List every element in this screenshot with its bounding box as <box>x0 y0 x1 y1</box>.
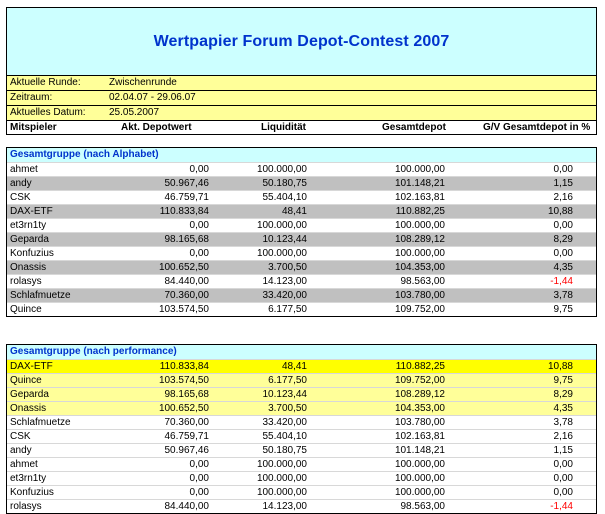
cell-player: ahmet <box>10 459 38 470</box>
cell-total-depot: 102.163,81 <box>394 431 445 442</box>
column-header: Akt. Depotwert <box>121 122 192 133</box>
info-row-round <box>6 76 597 91</box>
table-row <box>7 288 596 302</box>
cell-depot-value: 46.759,71 <box>164 431 209 442</box>
cell-gain-loss: 1,15 <box>553 445 573 456</box>
cell-total-depot: 101.148,21 <box>394 178 445 189</box>
cell-depot-value: 0,00 <box>189 459 209 470</box>
cell-liquidity: 3.700,50 <box>268 262 307 273</box>
table-row <box>7 471 596 485</box>
cell-player: Geparda <box>10 389 49 400</box>
cell-total-depot: 110.882,25 <box>395 361 445 372</box>
info-label: Aktuelle Runde: <box>10 77 81 88</box>
cell-liquidity: 100.000,00 <box>256 220 307 231</box>
cell-player: Schlafmuetze <box>10 290 71 301</box>
cell-player: DAX-ETF <box>10 206 53 217</box>
cell-total-depot: 109.752,00 <box>394 304 445 315</box>
cell-depot-value: 0,00 <box>189 220 209 231</box>
cell-gain-loss: 1,15 <box>553 178 573 189</box>
cell-gain-loss: 9,75 <box>553 304 573 315</box>
cell-player: Schlafmuetze <box>10 417 71 428</box>
cell-liquidity: 100.000,00 <box>256 487 307 498</box>
cell-gain-loss: 2,16 <box>553 192 573 203</box>
cell-depot-value: 100.652,50 <box>158 262 209 273</box>
cell-liquidity: 14.123,00 <box>262 501 307 512</box>
cell-gain-loss: 3,78 <box>553 290 573 301</box>
cell-depot-value: 84.440,00 <box>164 501 209 512</box>
cell-depot-value: 50.967,46 <box>164 445 209 456</box>
cell-total-depot: 100.000,00 <box>394 473 445 484</box>
table-row <box>7 162 596 176</box>
table-row <box>7 359 596 373</box>
table-row <box>7 415 596 429</box>
cell-gain-loss: 2,16 <box>553 431 573 442</box>
page-title: Wertpapier Forum Depot-Contest 2007 <box>153 32 450 50</box>
cell-liquidity: 100.000,00 <box>256 248 307 259</box>
cell-liquidity: 50.180,75 <box>262 445 307 456</box>
cell-player: andy <box>10 445 32 456</box>
table-row <box>7 246 596 260</box>
info-row-period <box>6 91 597 106</box>
table-row <box>7 232 596 246</box>
cell-total-depot: 104.353,00 <box>394 403 445 414</box>
cell-player: DAX-ETF <box>10 361 53 372</box>
table-performance <box>6 344 597 514</box>
column-header: G/V Gesamtdepot in % <box>483 122 591 133</box>
cell-player: CSK <box>10 431 31 442</box>
cell-player: ahmet <box>10 164 38 175</box>
cell-gain-loss: -1,44 <box>550 501 573 512</box>
cell-depot-value: 110.833,84 <box>159 361 209 372</box>
cell-depot-value: 70.360,00 <box>164 417 209 428</box>
cell-liquidity: 100.000,00 <box>256 164 307 175</box>
info-row-date <box>6 106 597 121</box>
cell-gain-loss: 9,75 <box>553 375 573 386</box>
cell-depot-value: 0,00 <box>189 473 209 484</box>
cell-total-depot: 109.752,00 <box>394 375 445 386</box>
cell-total-depot: 98.563,00 <box>400 276 445 287</box>
table-row <box>7 457 596 471</box>
cell-depot-value: 103.574,50 <box>158 304 209 315</box>
cell-depot-value: 100.652,50 <box>158 403 209 414</box>
table-row <box>7 218 596 232</box>
cell-liquidity: 50.180,75 <box>262 178 307 189</box>
cell-total-depot: 101.148,21 <box>394 445 445 456</box>
cell-liquidity: 48,41 <box>281 206 307 217</box>
cell-gain-loss: 4,35 <box>553 403 573 414</box>
cell-gain-loss: 0,00 <box>553 473 573 484</box>
cell-liquidity: 6.177,50 <box>268 304 307 315</box>
table-row <box>7 485 596 499</box>
cell-depot-value: 70.360,00 <box>164 290 209 301</box>
cell-gain-loss: 3,78 <box>553 417 573 428</box>
cell-player: Onassis <box>10 262 47 273</box>
cell-player: Quince <box>10 304 42 315</box>
column-header: Liquidität <box>261 122 306 133</box>
section-title: Gesamtgruppe (nach performance) <box>7 345 596 359</box>
info-value: 02.04.07 - 29.06.07 <box>109 92 196 103</box>
cell-liquidity: 48,41 <box>281 361 307 372</box>
cell-total-depot: 104.353,00 <box>394 262 445 273</box>
cell-player: et3rn1ty <box>10 220 47 231</box>
title-banner <box>6 7 597 76</box>
cell-player: andy <box>10 178 32 189</box>
section-title: Gesamtgruppe (nach Alphabet) <box>7 148 596 162</box>
cell-liquidity: 6.177,50 <box>268 375 307 386</box>
cell-total-depot: 100.000,00 <box>394 459 445 470</box>
cell-liquidity: 14.123,00 <box>262 276 307 287</box>
info-label: Aktuelles Datum: <box>10 107 86 118</box>
cell-total-depot: 108.289,12 <box>394 234 445 245</box>
cell-gain-loss: 10,88 <box>547 206 573 217</box>
cell-liquidity: 3.700,50 <box>268 403 307 414</box>
cell-total-depot: 110.882,25 <box>395 206 445 217</box>
info-label: Zeitraum: <box>10 92 53 103</box>
cell-liquidity: 10.123,44 <box>262 389 307 400</box>
cell-player: Onassis <box>10 403 47 414</box>
cell-gain-loss: -1,44 <box>550 276 573 287</box>
cell-player: Konfuzius <box>10 487 54 498</box>
table-row <box>7 443 596 457</box>
column-header-row <box>6 120 597 135</box>
cell-depot-value: 0,00 <box>189 164 209 175</box>
table-row <box>7 429 596 443</box>
table-row <box>7 190 596 204</box>
table-row <box>7 302 596 316</box>
cell-gain-loss: 0,00 <box>553 220 573 231</box>
cell-total-depot: 100.000,00 <box>394 487 445 498</box>
cell-depot-value: 110.833,84 <box>159 206 209 217</box>
cell-depot-value: 0,00 <box>189 487 209 498</box>
cell-liquidity: 10.123,44 <box>262 234 307 245</box>
table-row <box>7 204 596 218</box>
cell-liquidity: 33.420,00 <box>262 290 307 301</box>
table-alphabetical <box>6 147 597 317</box>
cell-total-depot: 108.289,12 <box>394 389 445 400</box>
cell-total-depot: 100.000,00 <box>394 248 445 259</box>
cell-player: CSK <box>10 192 31 203</box>
column-header: Gesamtdepot <box>382 122 446 133</box>
cell-gain-loss: 8,29 <box>553 389 573 400</box>
table-row <box>7 387 596 401</box>
info-value: 25.05.2007 <box>109 107 160 118</box>
table-row <box>7 260 596 274</box>
cell-liquidity: 55.404,10 <box>262 431 307 442</box>
cell-gain-loss: 0,00 <box>553 164 573 175</box>
cell-total-depot: 102.163,81 <box>394 192 445 203</box>
cell-liquidity: 100.000,00 <box>256 473 307 484</box>
cell-depot-value: 46.759,71 <box>164 192 209 203</box>
column-header: Mitspieler <box>10 122 57 133</box>
cell-depot-value: 103.574,50 <box>158 375 209 386</box>
cell-depot-value: 98.165,68 <box>164 389 209 400</box>
cell-total-depot: 103.780,00 <box>394 417 445 428</box>
table-row <box>7 176 596 190</box>
cell-player: Quince <box>10 375 42 386</box>
info-value: Zwischenrunde <box>109 77 177 88</box>
cell-depot-value: 50.967,46 <box>164 178 209 189</box>
cell-liquidity: 100.000,00 <box>256 459 307 470</box>
cell-player: et3rn1ty <box>10 473 47 484</box>
cell-total-depot: 103.780,00 <box>394 290 445 301</box>
cell-liquidity: 33.420,00 <box>262 417 307 428</box>
cell-liquidity: 55.404,10 <box>262 192 307 203</box>
cell-gain-loss: 8,29 <box>553 234 573 245</box>
table-row <box>7 499 596 513</box>
cell-depot-value: 98.165,68 <box>164 234 209 245</box>
cell-player: rolasys <box>10 276 42 287</box>
cell-gain-loss: 0,00 <box>553 459 573 470</box>
cell-total-depot: 100.000,00 <box>394 164 445 175</box>
cell-gain-loss: 10,88 <box>547 361 573 372</box>
cell-gain-loss: 4,35 <box>553 262 573 273</box>
cell-total-depot: 100.000,00 <box>394 220 445 231</box>
cell-depot-value: 84.440,00 <box>164 276 209 287</box>
cell-depot-value: 0,00 <box>189 248 209 259</box>
table-row <box>7 373 596 387</box>
cell-player: Konfuzius <box>10 248 54 259</box>
cell-player: Geparda <box>10 234 49 245</box>
table-row <box>7 401 596 415</box>
cell-total-depot: 98.563,00 <box>400 501 445 512</box>
cell-player: rolasys <box>10 501 42 512</box>
table-row <box>7 274 596 288</box>
cell-gain-loss: 0,00 <box>553 248 573 259</box>
cell-gain-loss: 0,00 <box>553 487 573 498</box>
